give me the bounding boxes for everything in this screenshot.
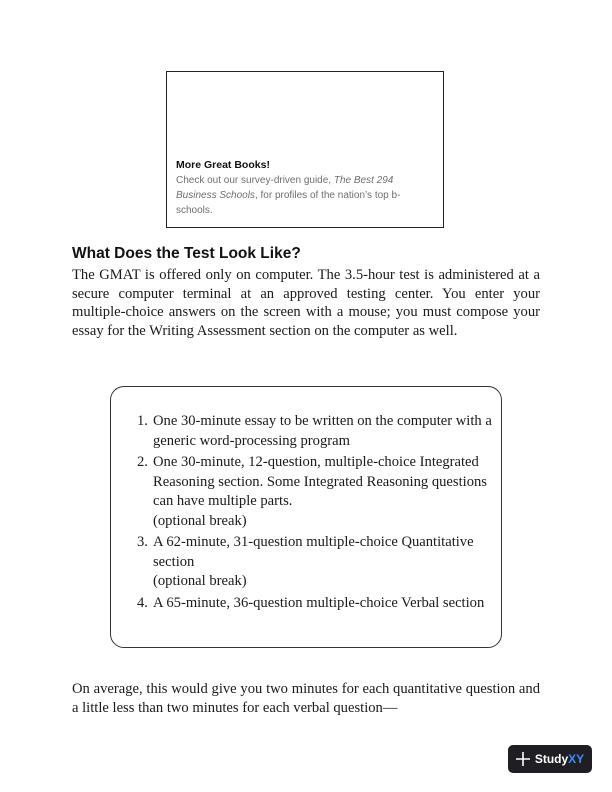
closing-paragraph: On average, this would give you two minutes for each quantitative question and a little less than two minutes for each verbal question— (72, 681, 540, 716)
brand-prefix: Study (534, 752, 569, 766)
section-heading: What Does the Test Look Like? (72, 245, 301, 262)
list-item-number: 2. (137, 454, 148, 470)
list-item (137, 453, 497, 531)
sidebar-text-after: , for profiles of the nation’s top b-schools. (176, 190, 401, 216)
sidebar-title: More Great Books! (176, 159, 270, 171)
sidebar-callout (166, 71, 444, 228)
sidebar-book-title: The Best 294 Business Schools (176, 175, 394, 201)
sidebar-body (176, 173, 433, 218)
list-item-number: 1. (137, 413, 148, 429)
brand-suffix: XY (568, 752, 585, 766)
list-item (137, 533, 497, 592)
sidebar-text-before: Check out our survey-driven guide, (176, 175, 334, 186)
intro-paragraph: The GMAT is offered only on computer. The 3.5-hour test is administered at a secure computer terminal at an approved testing center. You enter your multiple-choice answers on the screen with a mouse; you must compose your essay for the Writing Assessment section on the computer as well. (72, 267, 540, 339)
list-item-text: A 62-minute, 31-question multiple-choice Quantitative section (153, 534, 474, 570)
list-item-text: One 30-minute, 12-question, multiple-choice Integrated Reasoning section. Some Integrated Reasoning questions can have multiple parts. (153, 454, 487, 509)
list-item (137, 412, 497, 451)
list-item-text: One 30-minute essay to be written on the computer with a generic word-processing program (153, 413, 492, 449)
list-item (137, 594, 497, 614)
studyxy-watermark[interactable] (508, 745, 592, 773)
list-item-number: 4. (137, 594, 148, 611)
test-format-box (110, 386, 502, 648)
list-item-note: (optional break) (153, 512, 247, 529)
sidebar-content (176, 159, 433, 218)
test-format-list (137, 412, 497, 615)
plus-sparkle-icon (516, 752, 530, 766)
list-item-number: 3. (137, 534, 148, 550)
list-item-note: (optional break) (153, 573, 247, 589)
list-item-text: A 65-minute, 36-question multiple-choice Verbal section (153, 594, 485, 611)
